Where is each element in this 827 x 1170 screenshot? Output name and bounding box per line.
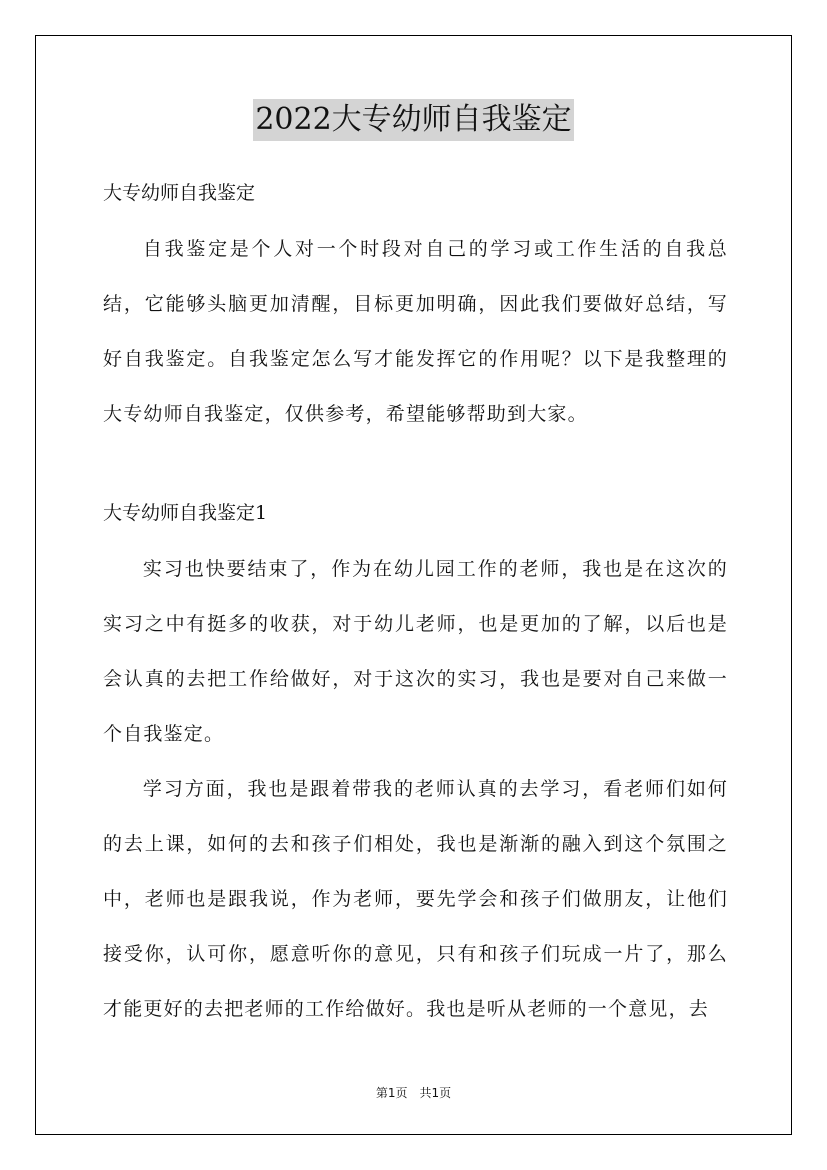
document-body bbox=[103, 170, 728, 1037]
title-container bbox=[0, 99, 827, 141]
document-title: 2022大专幼师自我鉴定 bbox=[253, 99, 573, 141]
paragraph-2: 学习方面，我也是跟着带我的老师认真的去学习，看老师们如何的去上课，如何的去和孩子们相处，我也是渐渐的融入到这个氛围之中，老师也是跟我说，作为老师，要先学会和孩子们做朋友，让他们接受你，认可你，愿意听你的意见，只有和孩子们玩成一片了，那么才能更好的去把老师的工作给做好。我也是听从老师的一个意见，去 bbox=[103, 778, 728, 1020]
intro-paragraph: 自我鉴定是个人对一个时段对自己的学习或工作生活的自我总结，它能够头脑更加清醒，目标更加明确，因此我们要做好总结，写好自我鉴定。自我鉴定怎么写才能发挥它的作用呢？以下是我整理的大专幼师自我鉴定，仅供参考，希望能够帮助到大家。 bbox=[103, 238, 728, 425]
paragraph-1: 实习也快要结束了，作为在幼儿园工作的老师，我也是在这次的实习之中有挺多的收获，对于幼儿老师，也是更加的了解，以后也是会认真的去把工作给做好，对于这次的实习，我也是要对自己来做一个自我鉴定。 bbox=[103, 558, 728, 745]
page-footer: 第1页 共1页 bbox=[375, 1086, 452, 1100]
section-title: 大专幼师自我鉴定1 bbox=[103, 502, 268, 524]
document-subtitle: 大专幼师自我鉴定 bbox=[103, 182, 256, 204]
